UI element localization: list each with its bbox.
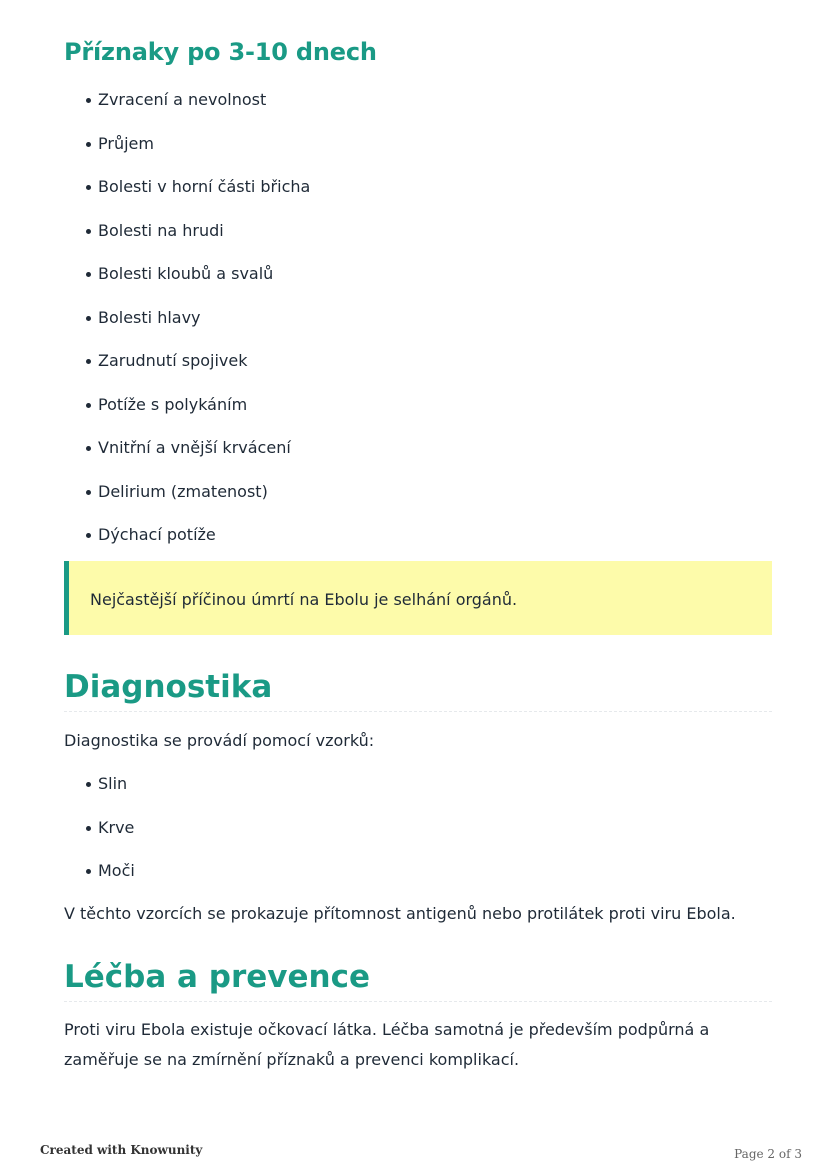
callout-text: Nejčastější příčinou úmrtí na Ebolu je selhání orgánů. [90,590,518,609]
diagnostika-intro: Diagnostika se provádí pomocí vzorků: [64,731,375,750]
symptoms-heading: Příznaky po 3-10 dnech [64,38,377,66]
list-item: Bolesti hlavy [64,306,310,350]
lecba-heading: Léčba a prevence [64,957,772,1002]
list-item: Průjem [64,132,310,176]
footer-credit: Created with Knowunity [40,1143,203,1157]
list-item: Zarudnutí spojivek [64,349,310,393]
symptoms-list [64,88,310,567]
list-item: Zvracení a nevolnost [64,88,310,132]
list-item: Bolesti na hrudi [64,219,310,263]
diagnostika-heading: Diagnostika [64,667,772,712]
list-item: Slin [64,772,135,816]
diagnostika-conclusion: V těchto vzorcích se prokazuje přítomnost antigenů nebo protilátek proti viru Ebola. [64,904,736,923]
list-item: Bolesti v horní části břicha [64,175,310,219]
list-item: Krve [64,816,135,860]
footer-page-number: Page 2 of 3 [734,1147,802,1161]
list-item: Vnitřní a vnější krvácení [64,436,310,480]
list-item: Dýchací potíže [64,523,310,567]
list-item: Potíže s polykáním [64,393,310,437]
list-item: Moči [64,859,135,903]
list-item: Delirium (zmatenost) [64,480,310,524]
samples-list [64,772,135,903]
callout-box [64,561,772,635]
list-item: Bolesti kloubů a svalů [64,262,310,306]
lecba-text: Proti viru Ebola existuje očkovací látka. Léčba samotná je především podpůrná a zaměřuje se na zmírnění příznaků a prevenci komplikací. [64,1020,710,1069]
